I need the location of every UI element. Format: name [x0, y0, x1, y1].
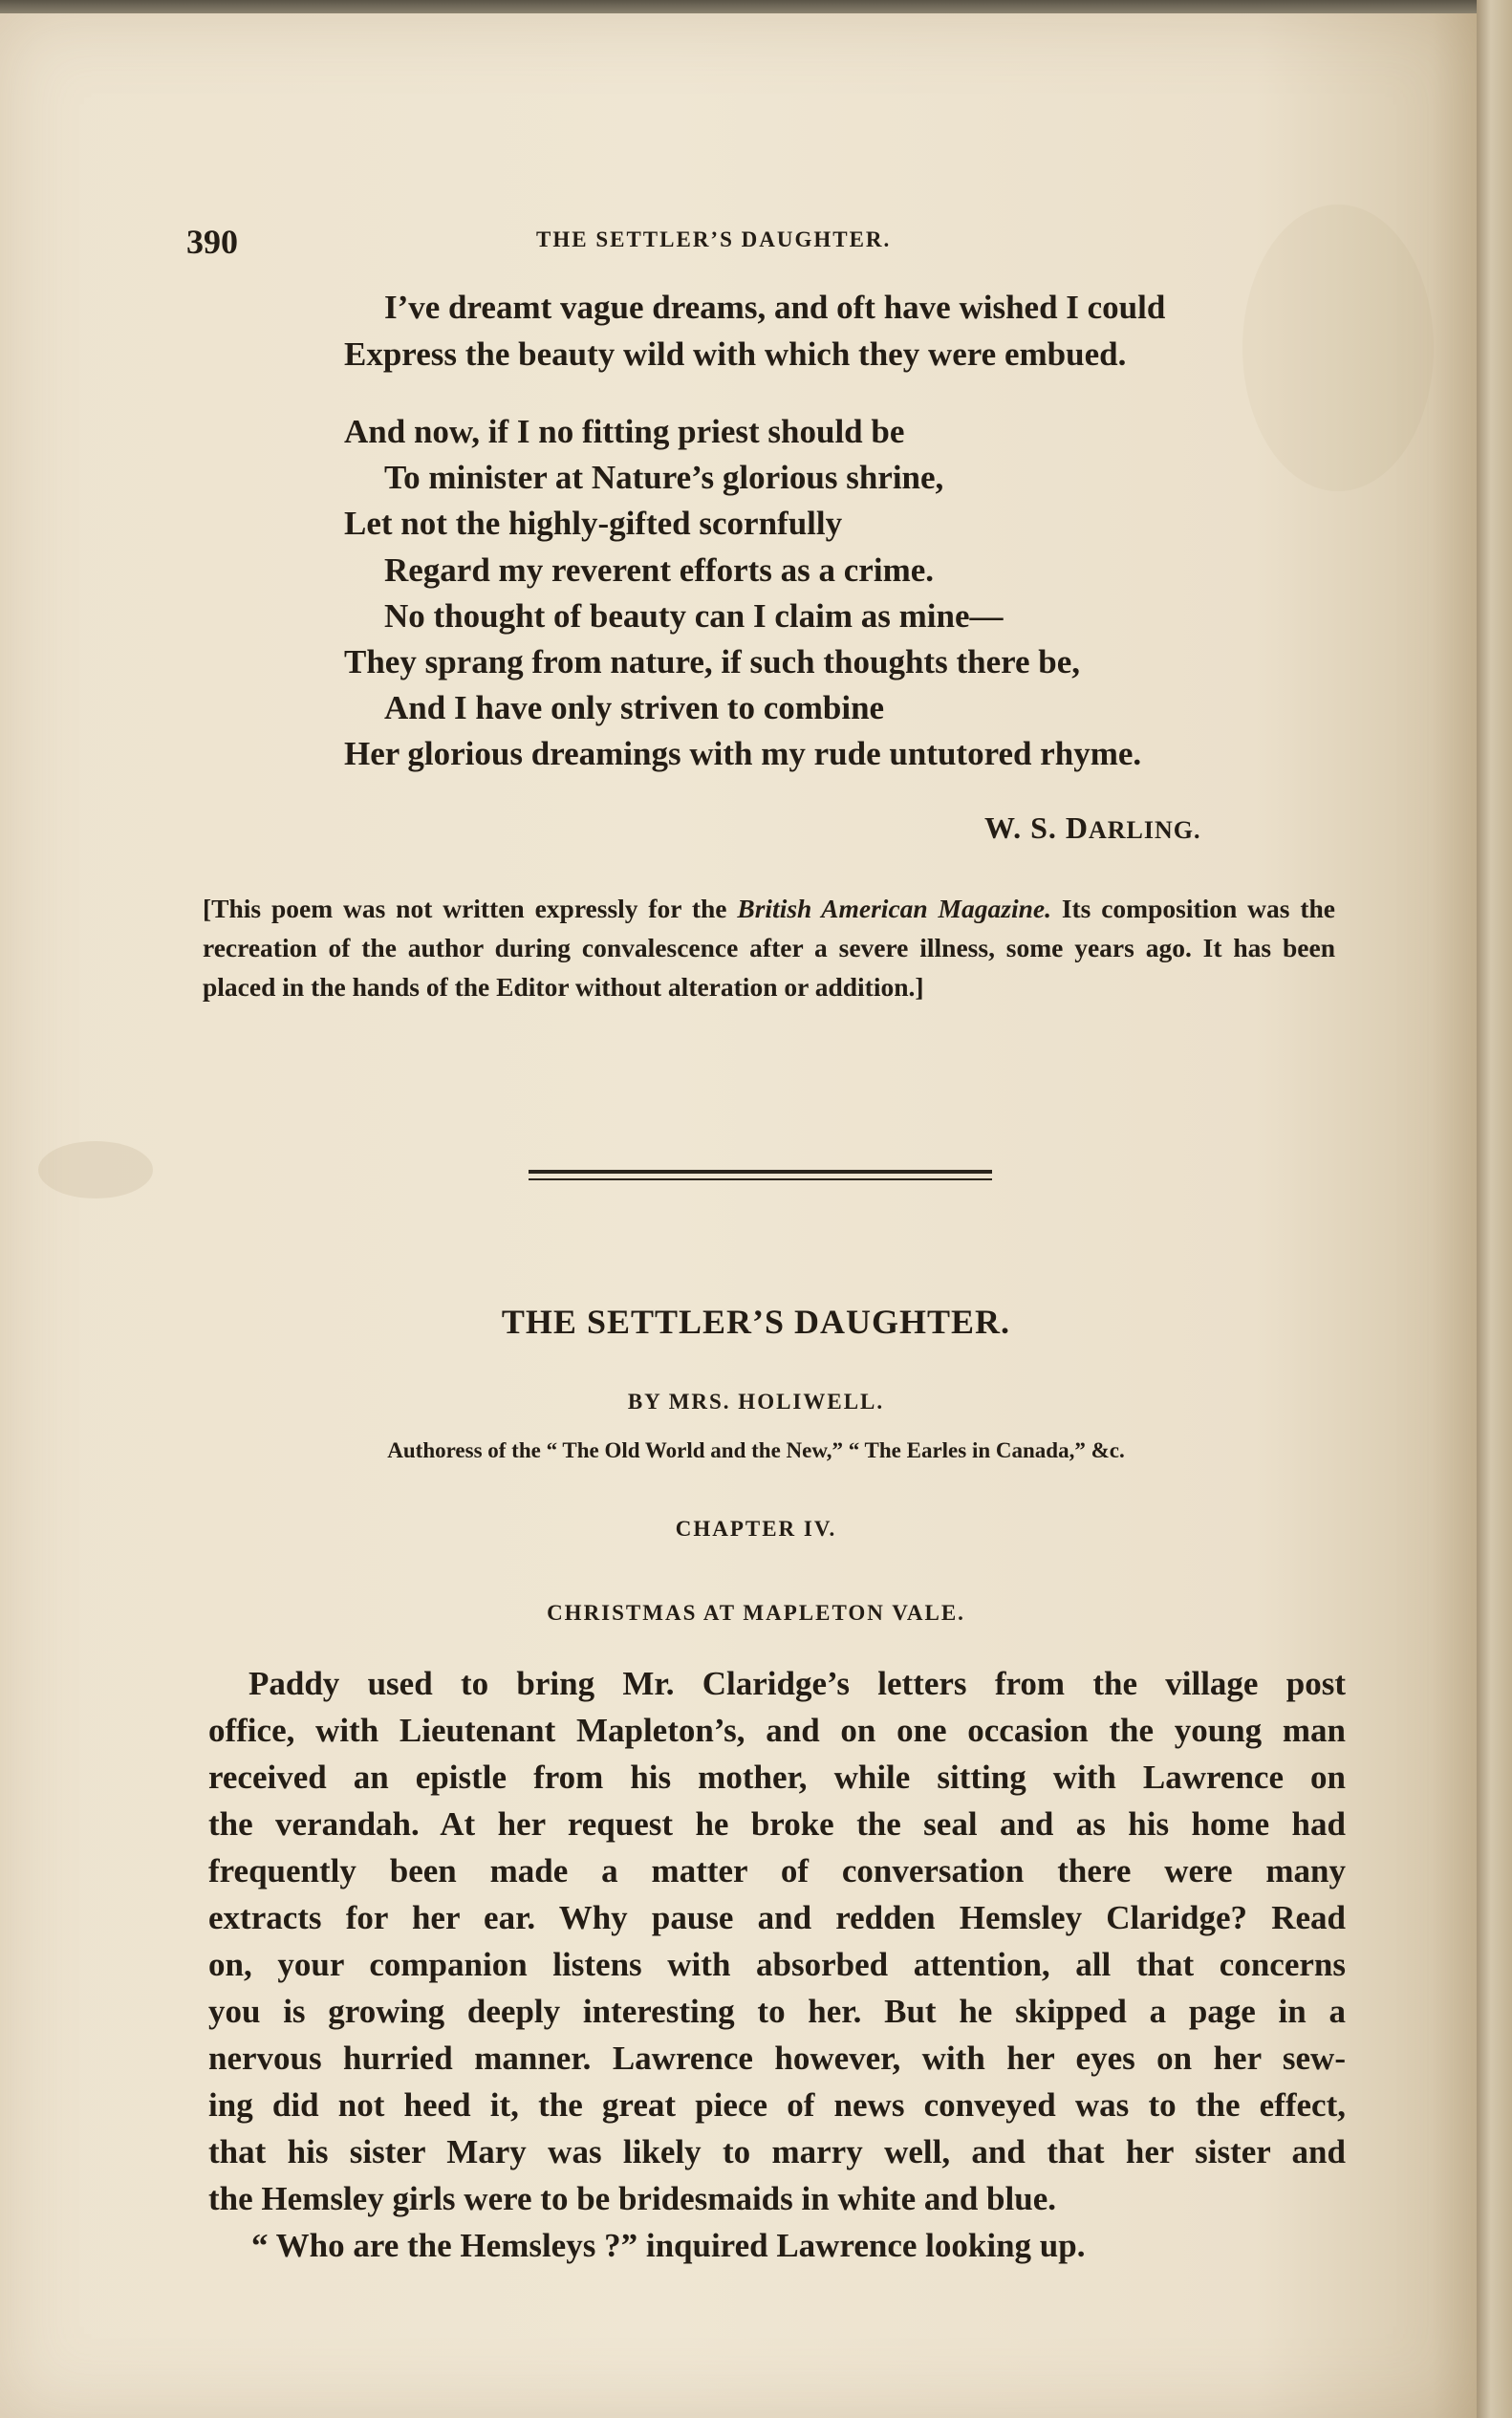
body-line: you is growing deeply interesting to her. But he skipped a page in a [208, 1993, 1346, 2030]
poem-line: Her glorious dreamings with my rude untutored rhyme. [344, 735, 1142, 772]
chapter-title: CHRISTMAS AT MAPLETON VALE. [547, 1601, 965, 1625]
running-title: THE SETTLER’S DAUGHTER. [536, 227, 892, 251]
page-fore-edge [1477, 0, 1512, 2418]
poem-line: Regard my reverent efforts as a crime. [384, 551, 935, 589]
editor-note [203, 889, 1335, 1006]
poem-line: They sprang from nature, if such thoughts there be, [344, 643, 1081, 680]
paper-stain [38, 1141, 153, 1198]
body-line: received an epistle from his mother, while sitting with Lawrence on [208, 1759, 1346, 1796]
poem-line: I’ve dreamt vague dreams, and oft have wished I could [384, 289, 1166, 326]
body-line: Paddy used to bring Mr. Claridge’s letters from the village post [248, 1665, 1346, 1702]
magazine-name: British American Magazine. [737, 894, 1051, 923]
author-credits: Authoress of the “ The Old World and the New,” “ The Earles in Canada,” &c. [387, 1438, 1125, 1462]
body-line: on, your companion listens with absorbed attention, all that concerns [208, 1946, 1346, 1983]
article-title: THE SETTLER’S DAUGHTER. [501, 1303, 1011, 1341]
poem-line: Express the beauty wild with which they were embued. [344, 335, 1127, 373]
body-line: office, with Lieutenant Mapleton’s, and on one occasion the young man [208, 1712, 1346, 1749]
body-line: extracts for her ear. Why pause and redden Hemsley Claridge? Read [208, 1899, 1346, 1936]
body-text [208, 1665, 1346, 2274]
poem-line: And now, if I no fitting priest should be [344, 413, 905, 450]
body-line: frequently been made a matter of conversation there were many [208, 1852, 1346, 1889]
poem-line: Let not the highly-gifted scornfully [344, 505, 843, 542]
signature-rest: ARLING. [1088, 816, 1201, 844]
poem-line: To minister at Nature’s glorious shrine, [384, 459, 944, 496]
chapter-heading: CHAPTER IV. [675, 1517, 837, 1541]
scan-top-edge [0, 0, 1512, 13]
signature-initials: W. S. D [984, 810, 1089, 845]
dialogue-line: “ Who are the Hemsleys ?” inquired Lawrence looking up. [251, 2227, 1086, 2264]
page-number: 390 [186, 223, 238, 261]
body-line: the Hemsley girls were to be bridesmaids in white and blue. [208, 2180, 1056, 2217]
article-byline: BY MRS. HOLIWELL. [627, 1390, 885, 1414]
body-line: that his sister Mary was likely to marry well, and that her sister and [208, 2133, 1346, 2170]
section-divider [529, 1170, 992, 1174]
poem-signature [984, 810, 1200, 846]
body-line: ing did not heed it, the great piece of news conveyed was to the effect, [208, 2086, 1346, 2124]
body-line: nervous hurried manner. Lawrence however, with her eyes on her sew- [208, 2040, 1346, 2077]
poem-line: No thought of beauty can I claim as mine— [384, 597, 1004, 635]
poem-line: And I have only striven to combine [384, 689, 885, 726]
section-divider [529, 1178, 992, 1180]
note-text-end: Its composition was the recreation of the author during convalescence after a severe illness, some years ago. It has been placed in the hands of the Editor without alteration or addition.] [203, 894, 1335, 1002]
body-line: the verandah. At her request he broke the seal and as his home had [208, 1805, 1346, 1843]
running-head [186, 222, 1333, 260]
note-text-start: [This poem was not written expressly for the [203, 894, 738, 923]
